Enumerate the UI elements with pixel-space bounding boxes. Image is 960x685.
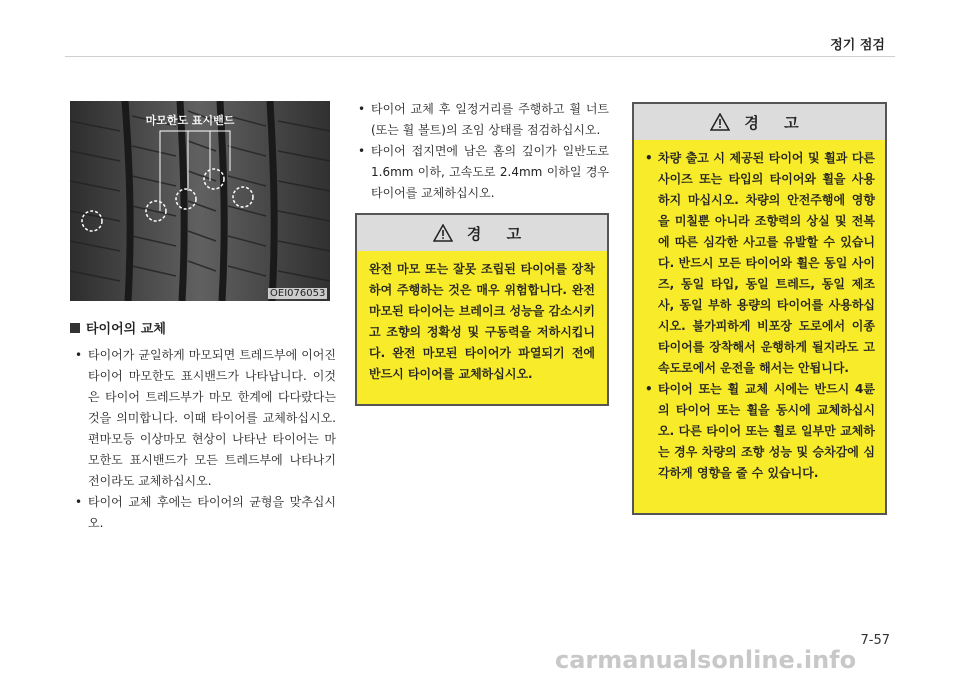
list-item: • 타이어 교체 후 일정거리를 주행하고 휠 너트(또는 휠 볼트)의 조임 상태를 점검하십시오. <box>355 99 609 141</box>
square-bullet-icon <box>70 323 80 333</box>
wear-indicator-label: 마모한도 표시밴드 <box>145 114 235 127</box>
section-title-text: 타이어의 교체 <box>86 322 166 337</box>
page-header-title: 정기 점검 <box>830 38 885 53</box>
column2-bullet-list <box>355 99 609 204</box>
list-item: • 타이어 또는 휠 교체 시에는 반드시 4륜의 타이어 또는 휠을 동시에 교체하십시오. 다른 타이어 또는 휠로 일부만 교체하는 경우 차량의 조향 성능 및 승차감에 심각하게 영향을 줄 수 있습니다. <box>642 379 875 484</box>
list-item: • 타이어 접지면에 남은 홈의 깊이가 일반도로 1.6mm 이하, 고속도로 2.4mm 이하일 경우 타이어를 교체하십시오. <box>355 141 609 204</box>
watermark: carmanualsonline.info <box>555 646 857 674</box>
list-item: • 타이어 교체 후에는 타이어의 균형을 맞추십시오. <box>72 492 336 534</box>
section-title <box>70 318 166 337</box>
list-item: • 타이어가 균일하게 마모되면 트레드부에 이어진 타이어 마모한도 표시밴드가 나타납니다. 이것은 타이어 트레드부가 마모 한계에 다다랐다는 것을 의미합니다. 이때 타이어를 교체하십시오. 편마모등 이상마모 현상이 나타난 타이어는 마모한도 표시밴드가 모든 트레드부에 나타나기 전이라도 교체하십시오. <box>72 345 336 492</box>
image-code: OEI076053 <box>270 288 326 299</box>
list-item: • 차량 출고 시 제공된 타이어 및 휠과 다른 사이즈 또는 타입의 타이어와 휠을 사용하지 마십시오. 차량의 안전주행에 영향을 미칠뿐 아니라 조향력의 상실 및 전복에 따른 심각한 사고를 유발할 수 있습니다. 반드시 모든 타이어와 휠은 동일 사이즈, 동일 타입, 동일 트레드, 동일 제조사, 동일 부하 용량의 타이어를 사용하십시오. 불가피하게 비포장 도로에서 이종 타이어를 장착해서 운행하게 될지라도 고속도로에서 운전을 해서는 안됩니다. <box>642 148 875 379</box>
tire-tread-image <box>70 101 330 301</box>
warning-triangle-icon <box>433 224 453 242</box>
header-divider <box>65 56 895 57</box>
page-number: 7-57 <box>860 633 890 648</box>
warning-body <box>634 140 885 484</box>
warning-box-right <box>632 102 887 515</box>
warning-triangle-icon <box>710 113 730 131</box>
warning-header <box>634 104 885 140</box>
warning-title: 경 고 <box>744 113 809 132</box>
warning-title: 경 고 <box>466 224 532 243</box>
warning-bullet-list <box>642 148 875 484</box>
warning-text: 완전 마모 또는 잘못 조립된 타이어를 장착하여 주행하는 것은 매우 위험합니다. 완전 마모된 타이어는 브레이크 성능을 감소시키고 조향의 정확성 및 구동력을 저하시킵니다. 완전 마모된 타이어가 파열되기 전에 반드시 타이어를 교체하십시오. <box>369 262 595 381</box>
warning-box-middle <box>355 213 609 406</box>
warning-header <box>357 215 607 251</box>
section-bullet-list <box>72 345 336 534</box>
